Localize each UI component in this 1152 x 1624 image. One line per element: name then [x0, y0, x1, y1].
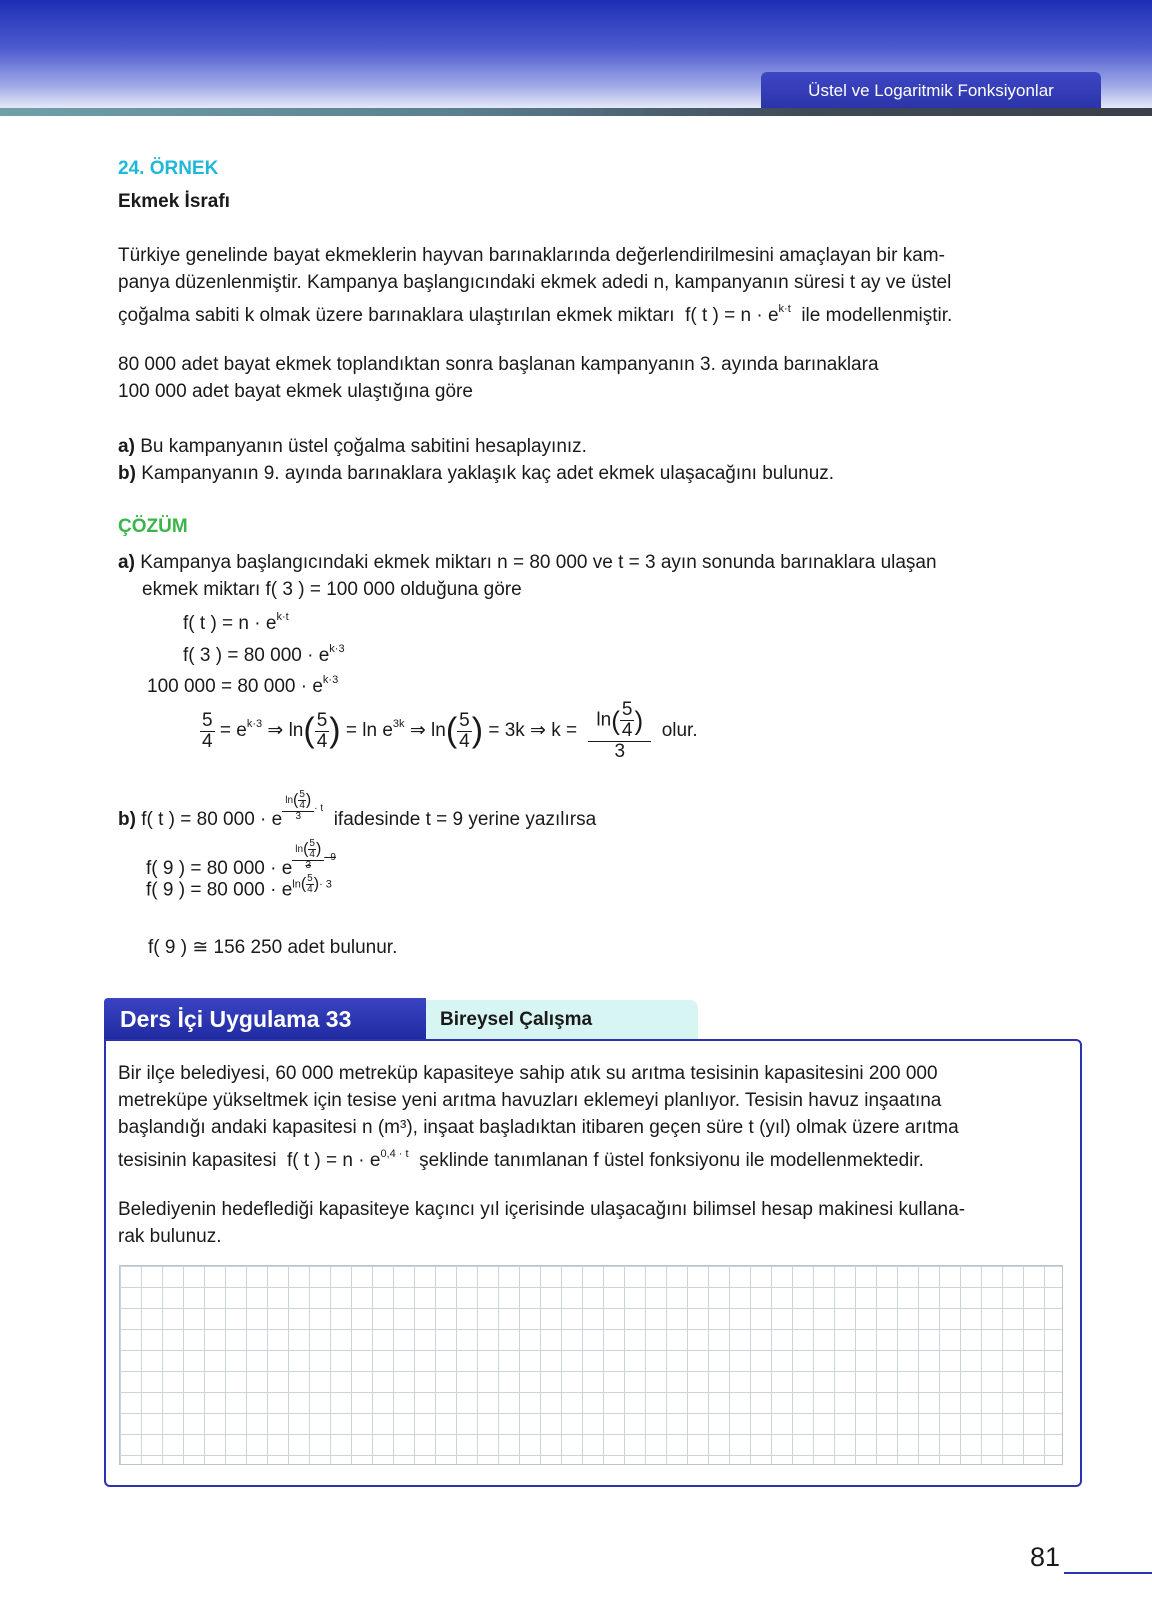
model-formula: [685, 305, 791, 326]
ln-text: ln: [596, 709, 612, 731]
text-line: Belediyenin hedeflediği kapasiteye kaçıncı yıl içerisinde ulaşacağını bilimsel hesap makinesi kullana-: [118, 1199, 966, 1220]
text-line: [118, 296, 952, 329]
equation-text: ⇒ ln: [267, 720, 304, 742]
numerator: ln( $\frac{5}{4}$ ): [588, 700, 651, 742]
formula-text: f( t ) = n · e: [286, 1150, 381, 1171]
page-number: 81: [1030, 1542, 1061, 1572]
text-line: metreküpe yükseltmek için tesise yeni arıtma havuzları eklemeyi planlıyor. Tesisin havuz inşaatına: [118, 1090, 942, 1111]
solution-title: ÇÖZÜM: [118, 516, 188, 537]
numerator: 5: [316, 709, 328, 731]
equation-text: 100 000 = 80 000 · e: [147, 676, 323, 697]
text-line: Bir ilçe belediyesi, 60 000 metreküp kapasiteye sahip atık su arıtma tesisinin kapasitesini 200 000: [118, 1063, 938, 1084]
solution-label: b): [118, 809, 136, 831]
exponent-tail: · 9: [324, 852, 336, 864]
solution-text: Kampanya başlangıcındaki ekmek miktarı n = 80 000 ve t = 3 ayın sonunda barınaklara ulaşan: [140, 552, 937, 573]
fraction: [315, 711, 330, 752]
denominator: 4: [309, 849, 315, 860]
equation-text: ifadesinde t = 9 yerine yazılırsa: [333, 809, 597, 831]
ln-text: ln: [285, 795, 294, 807]
denominator: 3: [305, 860, 312, 871]
text-segment: ile modellenmiştir.: [801, 305, 953, 326]
denominator: 4: [307, 884, 313, 895]
fraction: [308, 839, 316, 860]
ln-text: ln: [292, 878, 301, 891]
exponent-tail: · 3: [319, 878, 332, 891]
question-list: [118, 433, 834, 487]
example-number: 24. ÖRNEK: [118, 158, 219, 179]
equation-exponent: [282, 790, 323, 822]
fraction: [200, 711, 215, 752]
text-line: 100 000 adet bayat ekmek ulaştığına göre: [118, 381, 473, 402]
header-divider: [0, 108, 1152, 116]
solution-b-line-4: f( 9 ) ≅ 156 250 adet bulunur.: [148, 937, 398, 958]
equation-exponent: 3k: [392, 718, 405, 731]
equation-exponent: k·3: [329, 643, 345, 655]
equation-exponent: ln( $\frac{5}{4}$ )· 3: [292, 873, 332, 895]
denominator: 4: [299, 800, 305, 811]
equation-text: = e: [219, 720, 247, 742]
denominator: 3: [295, 811, 301, 822]
question-b: [118, 460, 834, 487]
chapter-title: Üstel ve Logaritmik Fonksiyonlar: [761, 72, 1101, 110]
equation-exponent: k·3: [322, 674, 339, 686]
k-fraction: [588, 700, 651, 762]
equation-1: [183, 611, 289, 635]
practice-question: [118, 1196, 965, 1250]
solution-label: a): [118, 552, 135, 573]
example-paragraph-2: [118, 351, 879, 405]
equation-text: f( 9 ) = 80 000 · e: [146, 858, 293, 880]
fraction: [298, 790, 306, 811]
formula-exponent: k·t: [778, 303, 791, 315]
text-line: panya düzenlenmiştir. Kampanya başlangıcındaki ekmek adedi n, kampanyanın süresi t ay ve üstel: [118, 272, 952, 293]
denominator: 4: [459, 730, 470, 752]
practice-text: [118, 1060, 959, 1174]
question-text: Kampanyanın 9. ayında barınaklara yaklaşık kaç adet ekmek ulaşacağını bulunuz.: [141, 463, 835, 484]
equation-exponent: k·3: [246, 718, 263, 731]
equation-2: [183, 643, 345, 667]
individual-work-tab: Bireysel Çalışma: [426, 1000, 698, 1040]
numerator: 5: [299, 789, 305, 800]
equation-text: f( t ) = 80 000 · e: [141, 809, 283, 831]
equation-exponent: [292, 839, 336, 871]
fraction: ln( $\frac{5}{4}$ ) 3: [282, 790, 314, 822]
solution-b-line-1: [118, 790, 596, 831]
text-line: [118, 1141, 959, 1174]
question-a: [118, 433, 834, 460]
text-line: Türkiye genelinde bayat ekmeklerin hayvan barınaklarında değerlendirilmesini amaçlayan bir kam-: [118, 245, 945, 266]
numerator: 5: [621, 699, 633, 720]
answer-grid[interactable]: [119, 1265, 1063, 1465]
ln-text: ln: [295, 844, 304, 856]
formula-text: f( t ) = n · e: [685, 305, 779, 326]
fraction: ln( $\frac{5}{4}$ ) 3: [292, 839, 324, 871]
solution-b-line-3: [146, 874, 332, 901]
equation-4: $\frac{5}{4}$ = $e^{k\cdot 3}$ ⇒ ln( $\frac{5}{4}$ ) = $\ln e^{3k}$ ⇒ ln( $\frac{5}{4}$ ) = 3k ⇒ k = ln( $\frac{5}{4}$ ) 3 olur.: [202, 699, 698, 762]
solution-a-line-2: ekmek miktarı f( 3 ) = 100 000 olduğuna göre: [142, 579, 522, 600]
formula-exponent: 0,4 · t: [380, 1148, 409, 1160]
fraction: [306, 874, 314, 895]
text-line: 80 000 adet bayat ekmek toplandıktan sonra başlanan kampanyanın 3. ayında barınaklara: [118, 354, 879, 375]
exponent-tail: · t: [314, 803, 324, 815]
denominator: 4: [202, 730, 213, 752]
text-segment: çoğalma sabiti k olmak üzere barınaklara ulaştırılan ekmek miktarı: [118, 305, 675, 326]
equation-exponent: k·t: [276, 611, 289, 623]
fraction: [620, 700, 635, 741]
text-segment: şeklinde tanımlanan f üstel fonksiyonu ile modellenmektedir.: [419, 1150, 924, 1171]
page-number-line: [1064, 1572, 1152, 1574]
equation-text: f( 9 ) = 80 000 · e: [146, 879, 293, 901]
practice-formula: [287, 1150, 409, 1171]
denominator: 4: [621, 720, 633, 741]
equation-text: = ln e: [345, 720, 393, 742]
equation-text: olur.: [661, 720, 698, 742]
denominator: 3: [614, 741, 626, 762]
example-paragraph-1: [118, 242, 952, 329]
numerator: 5: [459, 709, 470, 731]
question-text: Bu kampanyanın üstel çoğalma sabitini hesaplayınız.: [140, 436, 587, 457]
numerator: 5: [309, 838, 315, 849]
example-title: Ekmek İsrafı: [118, 191, 230, 212]
equation-text: ⇒ ln: [409, 720, 446, 742]
equation-3: [147, 674, 338, 698]
solution-a-line-1: [118, 549, 937, 576]
text-segment: tesisinin kapasitesi: [118, 1150, 277, 1171]
denominator: 4: [316, 730, 328, 752]
equation-text: = 3k ⇒ k =: [488, 720, 578, 742]
equation-text: f( t ) = n · e: [183, 613, 277, 634]
question-label: a): [118, 436, 135, 457]
numerator: 5: [307, 873, 313, 884]
text-line: rak bulunuz.: [118, 1226, 222, 1247]
equation-text: f( 3 ) = 80 000 · e: [183, 645, 330, 666]
numerator: 5: [202, 709, 213, 731]
text-line: başlandığı andaki kapasitesi n (m³), inşaat başladıktan itibaren geçen süre t (yıl) olmak üzere arıtma: [118, 1117, 959, 1138]
practice-tab: Ders İçi Uygulama 33: [104, 998, 426, 1040]
fraction: [457, 711, 472, 752]
question-label: b): [118, 463, 136, 484]
